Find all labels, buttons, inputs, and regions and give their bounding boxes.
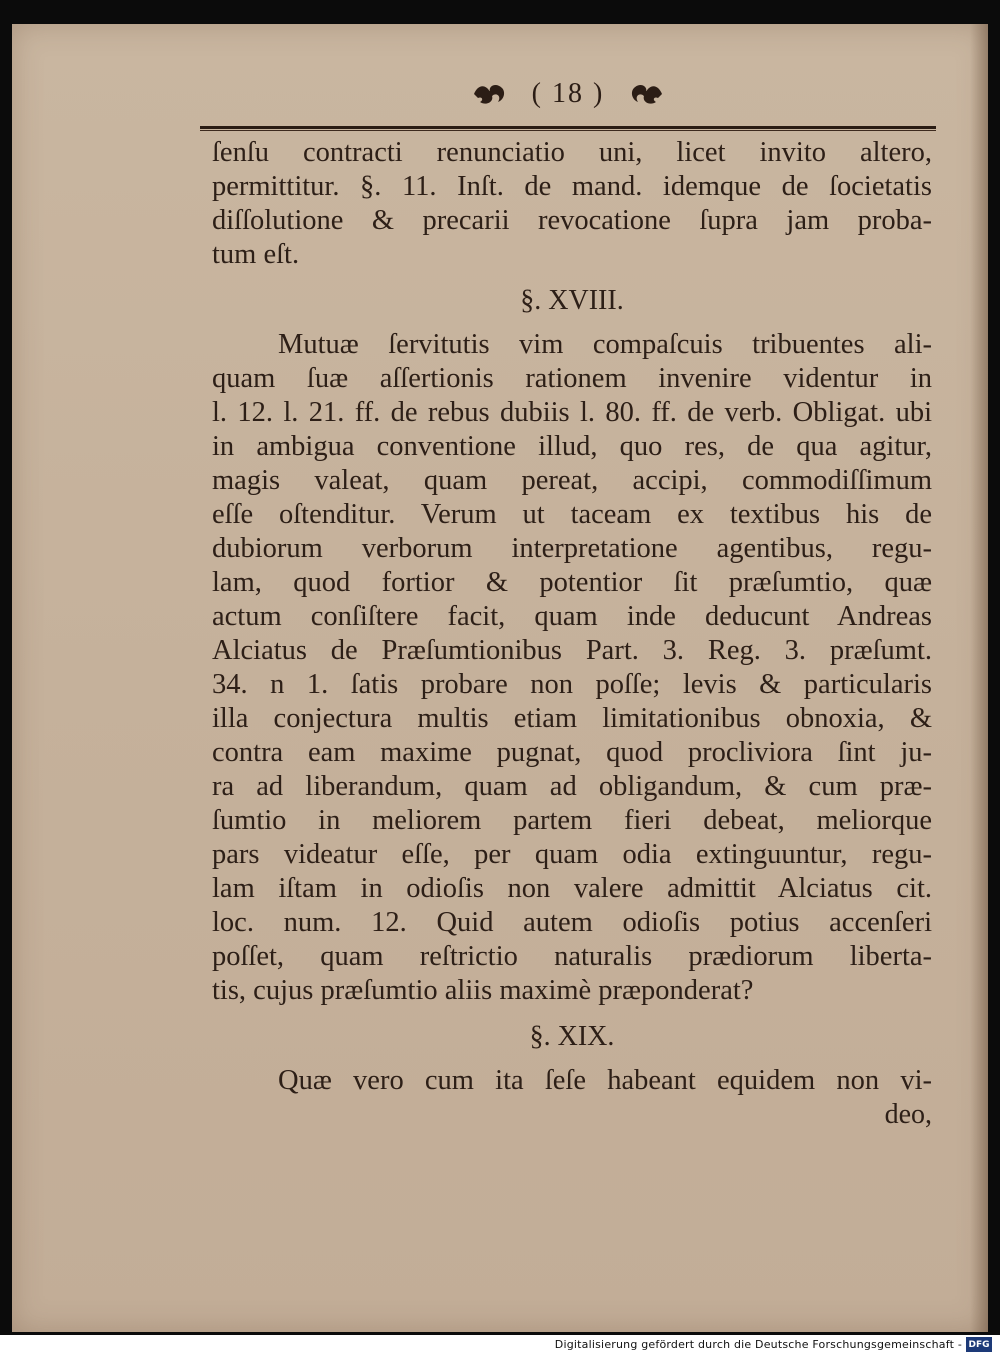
section-heading-18: §. XVIII.	[520, 285, 624, 316]
text-line: dubiorum verborum interpretatione agentibus, regu-	[212, 533, 932, 564]
text-line: poſſet, quam reſtrictio naturalis prædiorum liberta-	[212, 941, 932, 972]
text-line: lam, quod fortior & potentior ſit præſumtio, quæ	[212, 567, 932, 598]
text-line: tis, cujus præſumtio aliis maximè præponderat?	[212, 975, 754, 1006]
text-line: contra eam maxime pugnat, quod procliviora ſint ju-	[212, 737, 932, 768]
fleuron-right-icon	[626, 80, 666, 108]
text-line: in ambigua conventione illud, quo res, de qua agitur,	[212, 431, 932, 462]
text-line: l. 12. l. 21. ff. de rebus dubiis l. 80. ff. de verb. Obligat. ubi	[212, 397, 932, 428]
funding-credit: Digitalisierung gefördert durch die Deutsche Forschungsgemeinschaft -	[554, 1338, 962, 1351]
text-line: actum conſiſtere facit, quam inde deducunt Andreas	[212, 601, 932, 632]
text-line: loc. num. 12. Quid autem odioſis potius accenſeri	[212, 907, 932, 938]
text-line: lam iſtam in odioſis non valere admittit Alciatus cit.	[212, 873, 932, 904]
text-line: ra ad liberandum, quam ad obligandum, & cum præ-	[212, 771, 932, 802]
text-line: Quæ vero cum ita ſeſe habeant equidem non vi-	[278, 1065, 932, 1096]
running-header	[200, 68, 936, 128]
text-line: illa conjectura multis etiam limitationibus obnoxia, &	[212, 703, 932, 734]
digitization-footer	[0, 1335, 1000, 1356]
section-heading-19: §. XIX.	[529, 1021, 615, 1052]
text-line: eſſe oſtenditur. Verum ut taceam ex textibus his de	[212, 499, 932, 530]
text-line: diſſolutione & precarii revocatione ſupra jam proba-	[212, 205, 932, 236]
text-line: permittitur. §. 11. Inſt. de mand. idemque de ſocietatis	[212, 171, 932, 202]
dfg-logo-icon: DFG	[966, 1337, 992, 1352]
text-line: quam ſuæ aſſertionis rationem invenire videntur in	[212, 363, 932, 394]
page-text	[212, 136, 932, 1132]
text-line: Mutuæ ſervitutis vim compaſcuis tribuentes ali-	[278, 329, 932, 360]
text-line: magis valeat, quam pereat, accipi, commodiſſimum	[212, 465, 932, 496]
page-number: ( 18 )	[531, 78, 605, 109]
text-line: 34. n 1. ſatis probare non poſſe; levis & particularis	[212, 669, 932, 700]
text-line: tum eſt.	[212, 239, 300, 270]
catchword: deo,	[884, 1099, 932, 1130]
page-edge-shadow	[970, 24, 988, 1332]
text-line: pars videatur eſſe, per quam odia extinguuntur, regu-	[212, 839, 932, 870]
text-line: ſenſu contracti renunciatio uni, licet invito altero,	[212, 137, 932, 168]
header-rule	[200, 126, 936, 129]
text-line: Alciatus de Præſumtionibus Part. 3. Reg. 3. præſumt.	[212, 635, 932, 666]
text-line: ſumtio in meliorem partem fieri debeat, meliorque	[212, 805, 932, 836]
header-rule-thin	[200, 130, 936, 131]
fleuron-left-icon	[470, 80, 510, 108]
